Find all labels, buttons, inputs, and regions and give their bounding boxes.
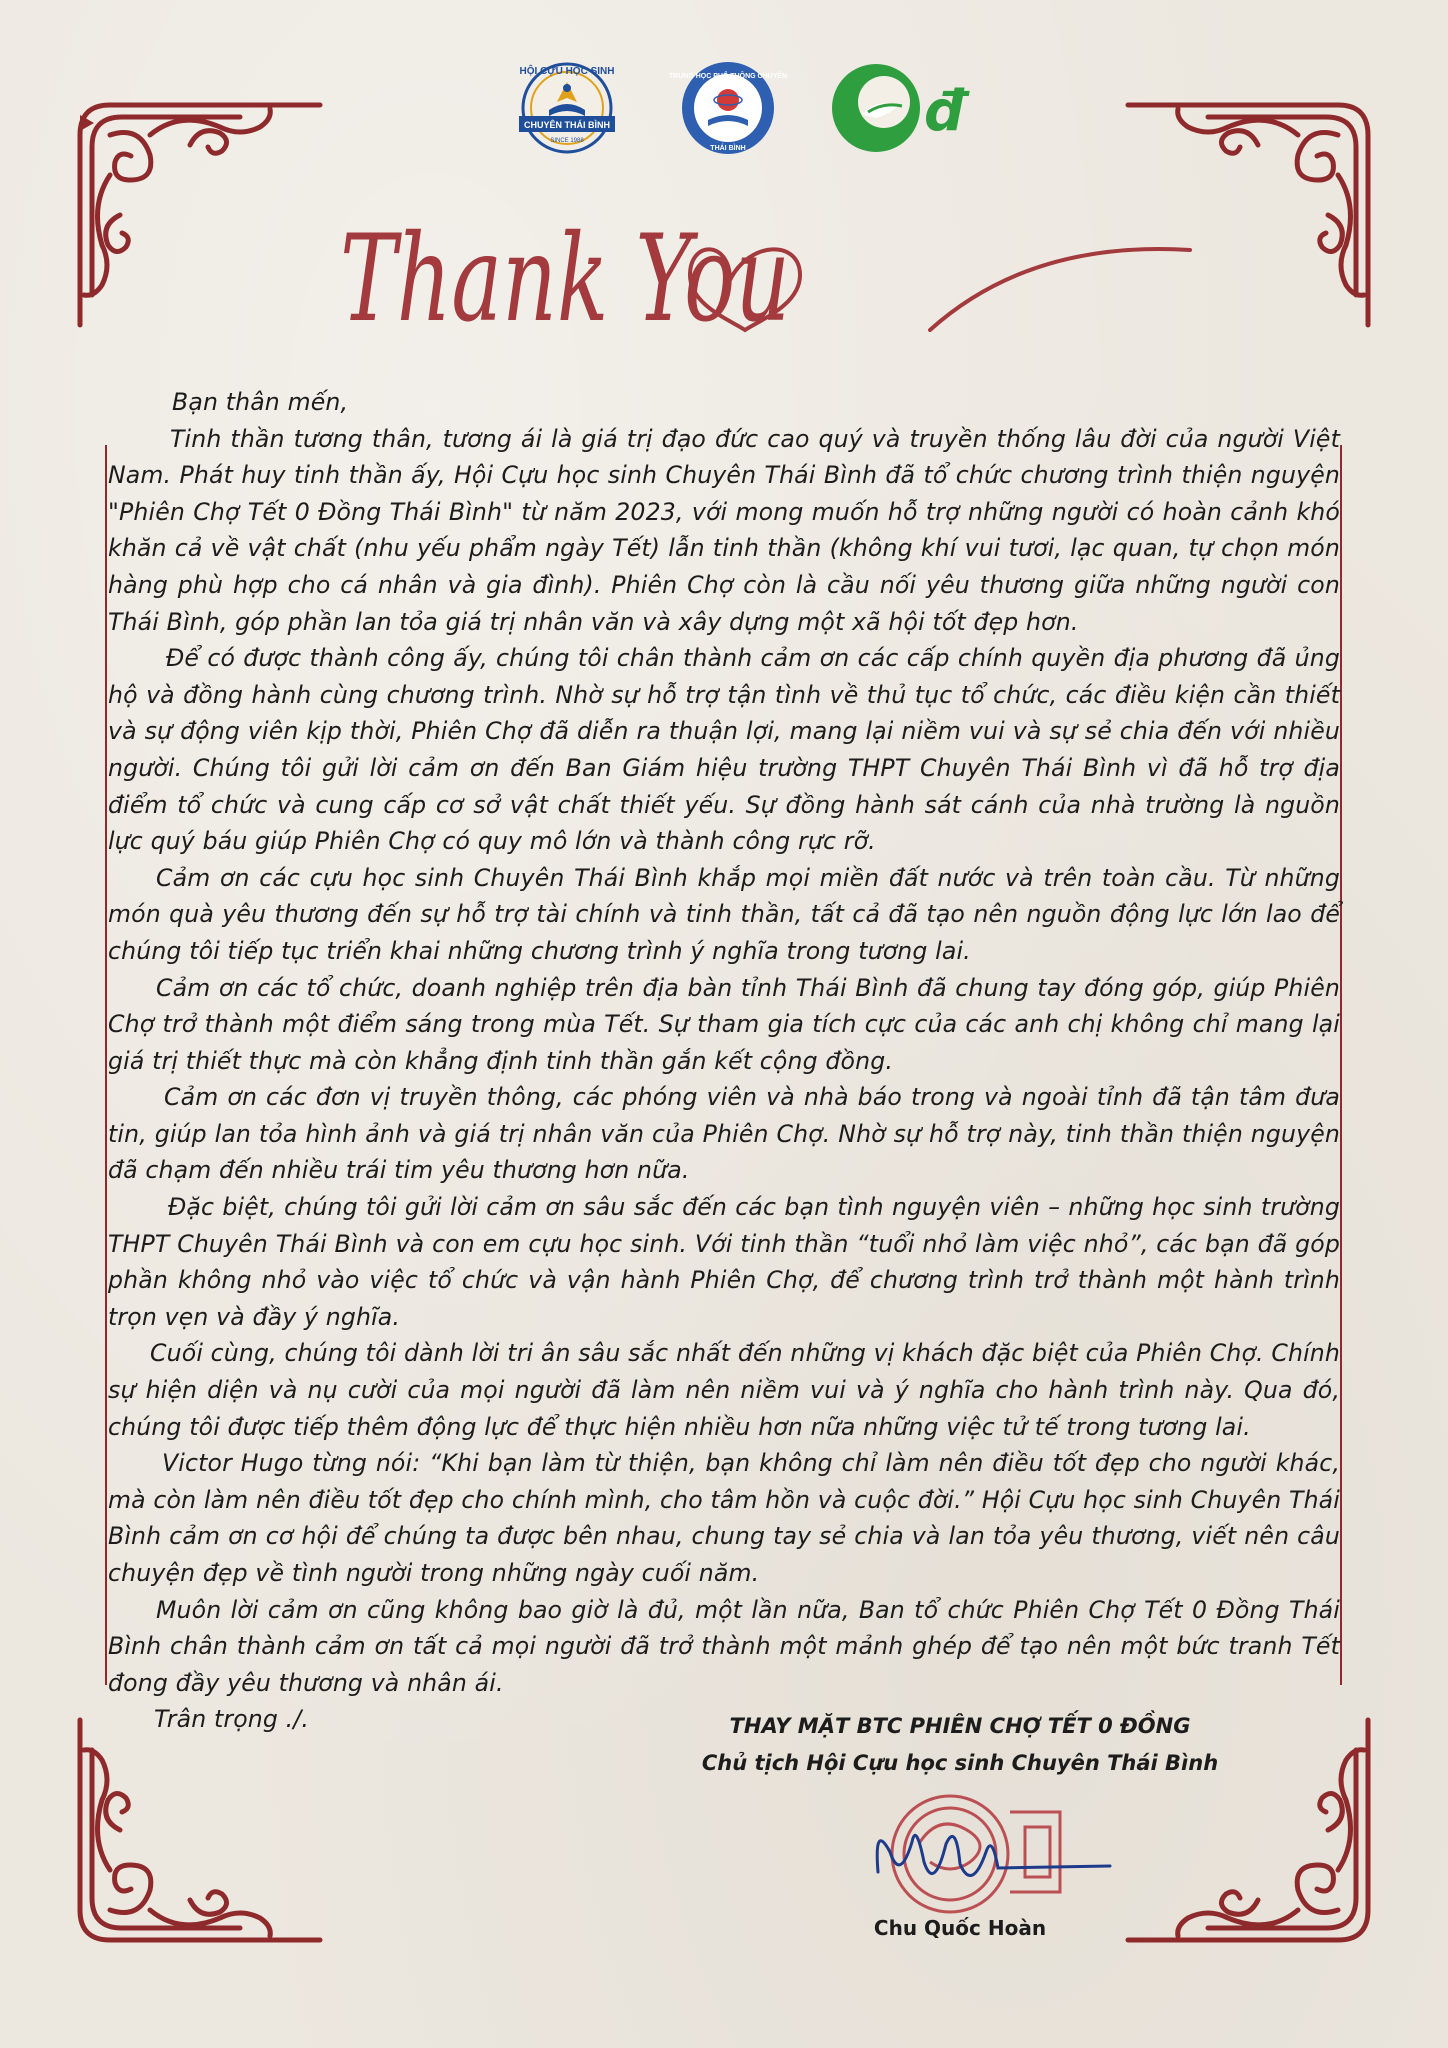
market-logo <box>828 58 978 158</box>
letter-paragraph: Victor Hugo từng nói: “Khi bạn làm từ thiện, bạn không chỉ làm nên điều tốt đẹp cho người khác, mà còn làm nên điều tốt đẹp cho chính mình, cho tâm hồn và cuộc đời.” Hội Cựu học sinh Chuyên Thái Bình cảm ơn cơ hội để chúng ta được bên nhau, chung tay sẻ chia và lan tỏa yêu thương, viết nên câu chuyện đẹp về tình người trong những ngày cuối năm. <box>108 1449 1340 1587</box>
letter-paragraph: Tinh thần tương thân, tương ái là giá trị đạo đức cao quý và truyền thống lâu đời của người Việt Nam. Phát huy tinh thần ấy, Hội Cựu học sinh Chuyên Thái Bình đã tổ chức chương trình thiện nguyện "Phiên Chợ Tết 0 Đồng Thái Bình" từ năm 2023, với mong muốn hỗ trợ những người có hoàn cảnh khó khăn cả về vật chất (nhu yếu phẩm ngày Tết) lẫn tinh thần (không khí vui tươi, lạc quan, tự chọn món hàng phù hợp cho cá nhân và gia đình). Phiên Chợ còn là cầu nối yêu thương giữa những người con Thái Bình, góp phần lan tỏa giá trị nhân văn và xây dựng một xã hội tốt đẹp hơn. <box>108 424 1340 636</box>
alumni-association-logo <box>505 58 630 158</box>
closing: Trân trọng ./. <box>154 1705 310 1734</box>
letter-paragraph: Muôn lời cảm ơn cũng không bao giờ là đủ, một lần nữa, Ban tổ chức Phiên Chợ Tết 0 Đồng Thái Bình chân thành cảm ơn tất cả mọi người đã trở thành một mảnh ghép để tạo nên một bức tranh Tết đong đầy yêu thương và nhân ái. <box>108 1595 1340 1697</box>
svg-text:TRUNG HỌC PHỔ THÔNG CHUYÊN: TRUNG HỌC PHỔ THÔNG CHUYÊN <box>668 73 788 80</box>
svg-text:CHUYÊN THÁI BÌNH: CHUYÊN THÁI BÌNH <box>523 120 611 130</box>
signature-title-line: THAY MẶT BTC PHIÊN CHỢ TẾT 0 ĐỒNG <box>729 1714 1191 1738</box>
letter-paragraph: Đặc biệt, chúng tôi gửi lời cảm ơn sâu sắc đến các bạn tình nguyện viên – những học sinh trường THPT Chuyên Thái Bình và con em cựu học sinh. Với tinh thần “tuổi nhỏ làm việc nhỏ”, các bạn đã góp phần không nhỏ vào việc tổ chức và vận hành Phiên Chợ, để chương trình trở thành một hành trình trọn vẹn và đầy ý nghĩa. <box>108 1193 1340 1331</box>
signature-block <box>700 1708 1220 1782</box>
letter-paragraph: Cảm ơn các tổ chức, doanh nghiệp trên địa bàn tỉnh Thái Bình đã chung tay đóng góp, giúp Phiên Chợ trở thành một điểm sáng trong mùa Tết. Sự tham gia tích cực của các anh chị không chỉ mang lại giá trị thiết thực mà còn khẳng định tinh thần gắn kết cộng đồng. <box>108 973 1340 1075</box>
logo-row <box>0 58 1448 158</box>
svg-text:SINCE 1988: SINCE 1988 <box>550 138 584 144</box>
letter-paragraph: Cảm ơn các cựu học sinh Chuyên Thái Bình khắp mọi miền đất nước và trên toàn cầu. Từ những món quà yêu thương đến sự hỗ trợ tài chính và tinh thần, tất cả đã tạo nên nguồn động lực lớn lao để chúng tôi tiếp tục triển khai những chương trình ý nghĩa trong tương lai. <box>108 863 1340 965</box>
svg-text:THÁI BÌNH: THÁI BÌNH <box>710 145 746 152</box>
school-logo <box>668 58 788 158</box>
letter-paragraph: Cảm ơn các đơn vị truyền thông, các phóng viên và nhà báo trong và ngoài tỉnh đã tận tâm đưa tin, giúp lan tỏa hình ảnh và giá trị nhân văn của Phiên Chợ. Nhờ sự hỗ trợ này, tinh thần thiện nguyện đã chạm đến nhiều trái tim yêu thương hơn nữa. <box>108 1083 1340 1185</box>
letter-paragraph: Để có được thành công ấy, chúng tôi chân thành cảm ơn các cấp chính quyền địa phương đã ủng hộ và đồng hành cùng chương trình. Nhờ sự hỗ trợ tận tình về thủ tục tổ chức, các điều kiện cần thiết và sự động viên kịp thời, Phiên Chợ đã diễn ra thuận lợi, mang lại niềm vui và sự sẻ chia đến với nhiều người. Chúng tôi gửi lời cảm ơn đến Ban Giám hiệu trường THPT Chuyên Thái Bình vì đã hỗ trợ địa điểm tổ chức và cung cấp cơ sở vật chất thiết yếu. Sự đồng hành sát cánh của nhà trường là nguồn lực quý báu giúp Phiên Chợ có quy mô lớn và thành công rực rỡ. <box>108 644 1340 856</box>
thank-you-title <box>330 180 1210 360</box>
right-border-line <box>1340 445 1342 1685</box>
signature-role-line: Chủ tịch Hội Cựu học sinh Chuyên Thái Bình <box>701 1751 1219 1775</box>
stamp-and-signature <box>860 1782 1120 1922</box>
salutation: Bạn thân mến, <box>172 388 349 416</box>
letter-body <box>108 384 1340 1738</box>
title-text: Thank You <box>340 210 790 349</box>
letter-paragraph: Cuối cùng, chúng tôi dành lời tri ân sâu sắc nhất đến những vị khách đặc biệt của Phiên Chợ. Chính sự hiện diện và nụ cười của mọi người đã làm nên niềm vui và ý nghĩa cho hành trình này. Qua đó, chúng tôi được tiếp thêm động lực để thực hiện nhiều hơn nữa những việc tử tế trong tương lai. <box>108 1339 1340 1441</box>
left-border-line <box>105 445 107 1685</box>
svg-text:HỘI CỰU HỌC SINH: HỘI CỰU HỌC SINH <box>519 66 615 77</box>
svg-text:đ: đ <box>924 79 965 144</box>
signer-name: Chu Quốc Hoàn <box>873 1916 1047 1940</box>
